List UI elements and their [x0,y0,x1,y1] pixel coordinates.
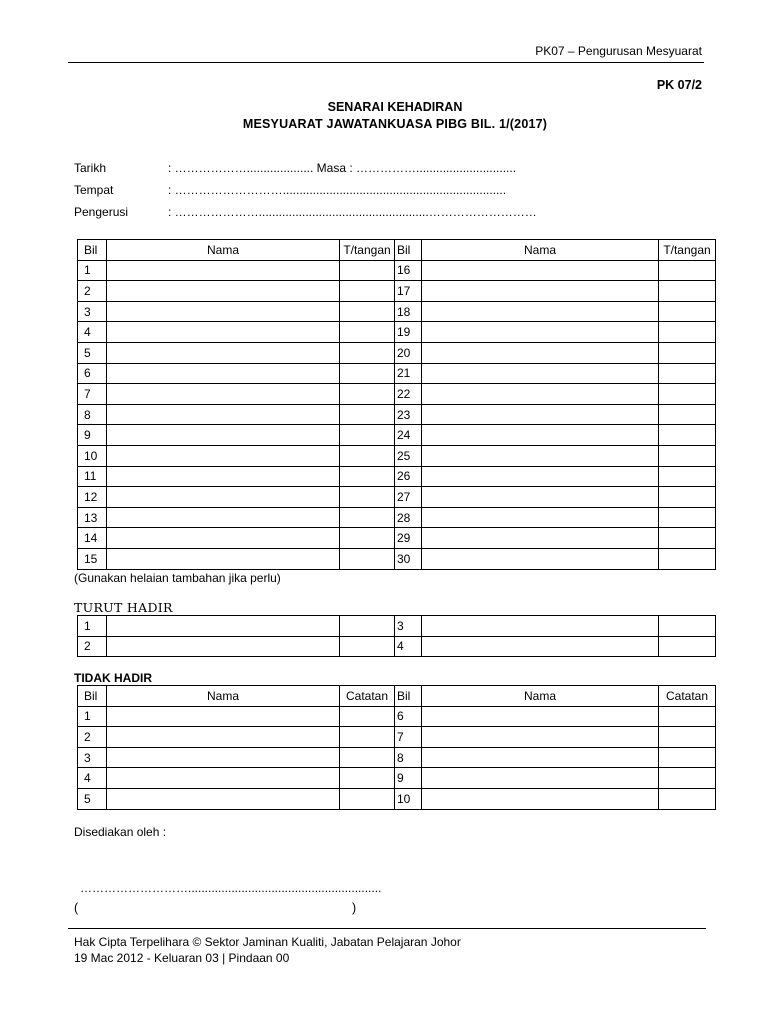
signature-cell[interactable] [340,384,395,405]
nama-cell[interactable] [422,528,659,549]
bil-header: Bil [78,240,107,261]
info-row-tarikh [74,161,516,175]
signature-cell[interactable] [659,487,716,508]
bil-cell: 22 [395,384,422,405]
tidak-hadir-table [77,685,716,810]
attendance-row [78,260,716,281]
nama-cell[interactable] [107,548,340,569]
bil-cell: 11 [78,466,107,487]
bil-cell: 25 [395,445,422,466]
bil-cell: 12 [78,487,107,508]
nama-cell[interactable] [422,548,659,569]
bil-cell: 19 [395,322,422,343]
nama-cell[interactable] [422,425,659,446]
bil-cell: 3 [78,301,107,322]
bil-header: Bil [78,686,107,707]
nama-cell[interactable] [422,404,659,425]
nama-header: Nama [107,686,340,707]
nama-cell[interactable] [107,301,340,322]
revision-footer: 19 Mac 2012 - Keluaran 03 | Pindaan 00 [74,951,290,965]
turut-hadir-row [78,636,716,657]
nama-cell[interactable] [422,706,659,727]
footer-rule [68,928,706,929]
signature-cell[interactable] [659,301,716,322]
bil-cell: 1 [78,706,107,727]
signature-cell[interactable] [340,404,395,425]
nama-cell[interactable] [422,507,659,528]
signature-cell[interactable] [340,487,395,508]
bil-cell: 7 [78,384,107,405]
signature-cell[interactable] [659,636,716,657]
nama-cell[interactable] [422,363,659,384]
signature-cell[interactable] [659,788,716,809]
prepared-by-label: Disediakan oleh : [74,825,167,839]
nama-cell[interactable] [422,322,659,343]
signature-cell[interactable] [659,404,716,425]
nama-cell[interactable] [107,616,340,637]
bil-cell: 1 [78,260,107,281]
signature-cell[interactable] [659,281,716,302]
bil-cell: 15 [78,548,107,569]
bil-cell: 6 [395,706,422,727]
nama-cell[interactable] [422,616,659,637]
nama-cell[interactable] [107,747,340,768]
signature-cell[interactable] [340,281,395,302]
nama-cell[interactable] [422,636,659,657]
attendance-row [78,548,716,569]
signature-cell[interactable] [340,768,395,789]
signature-line: ……………………….......................................................... [80,881,382,895]
tidak-hadir-title: TIDAK HADIR [74,671,152,685]
bil-cell: 10 [78,445,107,466]
nama-cell[interactable] [107,363,340,384]
attendance-row [78,281,716,302]
nama-cell[interactable] [107,322,340,343]
signature-cell[interactable] [659,616,716,637]
nama-cell[interactable] [422,487,659,508]
bil-cell: 30 [395,548,422,569]
nama-cell[interactable] [107,768,340,789]
signature-cell[interactable] [659,260,716,281]
nama-cell[interactable] [422,342,659,363]
signature-cell[interactable] [340,425,395,446]
attendance-row [78,301,716,322]
nama-cell[interactable] [422,281,659,302]
tempat-value: : ………………………................................................................... [168,183,507,197]
bil-cell: 8 [78,404,107,425]
nama-cell[interactable] [107,445,340,466]
nama-header: Nama [107,240,340,261]
signature-cell[interactable] [340,727,395,748]
document-header: PK07 – Pengurusan Mesyuarat [535,44,702,58]
tidak-hadir-row [78,788,716,809]
nama-cell[interactable] [422,466,659,487]
bil-cell: 2 [78,636,107,657]
nama-cell[interactable] [107,727,340,748]
bil-cell: 9 [395,768,422,789]
bil-cell: 27 [395,487,422,508]
bil-cell: 1 [78,616,107,637]
signature-cell[interactable] [340,445,395,466]
nama-cell[interactable] [422,260,659,281]
signature-cell[interactable] [659,384,716,405]
pengerusi-value: : …………………...................................................……………………… [168,205,537,219]
tidak-hadir-row [78,706,716,727]
bil-cell: 26 [395,466,422,487]
attendance-row [78,425,716,446]
bil-cell: 21 [395,363,422,384]
document-title: SENARAI KEHADIRAN [327,100,463,114]
signature-cell[interactable] [340,342,395,363]
catatan-header: Catatan [340,686,395,707]
bil-cell: 4 [78,322,107,343]
attendance-row [78,322,716,343]
attendance-row [78,466,716,487]
nama-cell[interactable] [107,384,340,405]
attendance-row [78,404,716,425]
nama-cell[interactable] [107,281,340,302]
nama-cell[interactable] [107,706,340,727]
signature-cell[interactable] [340,301,395,322]
bil-cell: 4 [395,636,422,657]
nama-cell[interactable] [107,487,340,508]
document-code: PK 07/2 [656,78,702,92]
signature-cell[interactable] [659,727,716,748]
nama-cell[interactable] [422,384,659,405]
attendance-table [77,239,716,570]
nama-cell[interactable] [107,788,340,809]
signature-cell[interactable] [340,260,395,281]
bil-cell: 4 [78,768,107,789]
nama-cell[interactable] [107,260,340,281]
name-paren-close: ) [352,901,357,915]
turut-hadir-row [78,616,716,637]
bil-cell: 5 [78,788,107,809]
attendance-row [78,487,716,508]
attendance-row [78,507,716,528]
signature-cell[interactable] [659,425,716,446]
info-row-tempat [74,183,506,197]
bil-cell: 9 [78,425,107,446]
bil-cell: 10 [395,788,422,809]
bil-cell: 16 [395,260,422,281]
bil-cell: 24 [395,425,422,446]
nama-cell[interactable] [107,636,340,657]
nama-cell[interactable] [422,788,659,809]
signature-cell[interactable] [659,322,716,343]
nama-cell[interactable] [422,445,659,466]
turut-hadir-table [77,615,716,657]
nama-cell[interactable] [422,301,659,322]
bil-cell: 14 [78,528,107,549]
tidak-hadir-row [78,747,716,768]
nama-header: Nama [422,686,659,707]
turut-hadir-title: TURUT HADIR [74,600,173,615]
nama-cell[interactable] [107,528,340,549]
nama-header: Nama [422,240,659,261]
attendance-row [78,445,716,466]
bil-cell: 6 [78,363,107,384]
signature-cell[interactable] [340,706,395,727]
nama-cell[interactable] [422,747,659,768]
bil-header: Bil [395,240,422,261]
bil-cell: 20 [395,342,422,363]
bil-cell: 5 [78,342,107,363]
signature-cell[interactable] [659,747,716,768]
attendance-row [78,363,716,384]
tarikh-label: Tarikh [74,161,107,175]
signature-cell[interactable] [340,466,395,487]
bil-cell: 2 [78,727,107,748]
meeting-title: MESYUARAT JAWATANKUASA PIBG BIL. 1/(2017) [242,117,548,131]
bil-cell: 29 [395,528,422,549]
bil-cell: 17 [395,281,422,302]
copyright-footer: Hak Cipta Terpelihara © Sektor Jaminan Kualiti, Jabatan Pelajaran Johor [74,935,461,949]
tidak-hadir-header-row [78,686,716,707]
signature-cell[interactable] [340,616,395,637]
signature-cell[interactable] [659,507,716,528]
nama-cell[interactable] [422,727,659,748]
nama-cell[interactable] [107,507,340,528]
signature-cell[interactable] [659,548,716,569]
signature-cell[interactable] [340,636,395,657]
bil-header: Bil [395,686,422,707]
signature-cell[interactable] [659,363,716,384]
signature-cell[interactable] [340,322,395,343]
signature-cell[interactable] [659,528,716,549]
signature-cell[interactable] [340,363,395,384]
bil-cell: 28 [395,507,422,528]
bil-cell: 2 [78,281,107,302]
signature-cell[interactable] [659,706,716,727]
bil-cell: 7 [395,727,422,748]
nama-cell[interactable] [107,404,340,425]
header-rule [68,62,704,63]
bil-cell: 23 [395,404,422,425]
signature-cell[interactable] [340,788,395,809]
tempat-label: Tempat [74,183,114,197]
tidak-hadir-row [78,768,716,789]
bil-cell: 13 [78,507,107,528]
bil-cell: 8 [395,747,422,768]
pengerusi-label: Pengerusi [74,205,129,219]
attendance-row [78,384,716,405]
signature-cell[interactable] [340,507,395,528]
signature-cell[interactable] [659,466,716,487]
signature-cell[interactable] [340,528,395,549]
attendance-row [78,342,716,363]
signature-cell[interactable] [340,548,395,569]
nama-cell[interactable] [107,425,340,446]
signature-cell[interactable] [659,768,716,789]
info-row-pengerusi [74,205,537,219]
tidak-hadir-row [78,727,716,748]
signature-cell[interactable] [340,747,395,768]
extra-sheet-note: (Gunakan helaian tambahan jika perlu) [74,571,281,585]
name-paren-open: ( [74,901,79,915]
ttangan-header: T/tangan [659,240,716,261]
attendance-row [78,528,716,549]
nama-cell[interactable] [422,768,659,789]
tarikh-value: : ……………….................... Masa : …………….............................. [168,161,517,175]
bil-cell: 3 [395,616,422,637]
nama-cell[interactable] [107,342,340,363]
ttangan-header: T/tangan [340,240,395,261]
bil-cell: 3 [78,747,107,768]
signature-cell[interactable] [659,445,716,466]
signature-cell[interactable] [659,342,716,363]
attendance-header-row [78,240,716,261]
catatan-header: Catatan [659,686,716,707]
nama-cell[interactable] [107,466,340,487]
bil-cell: 18 [395,301,422,322]
